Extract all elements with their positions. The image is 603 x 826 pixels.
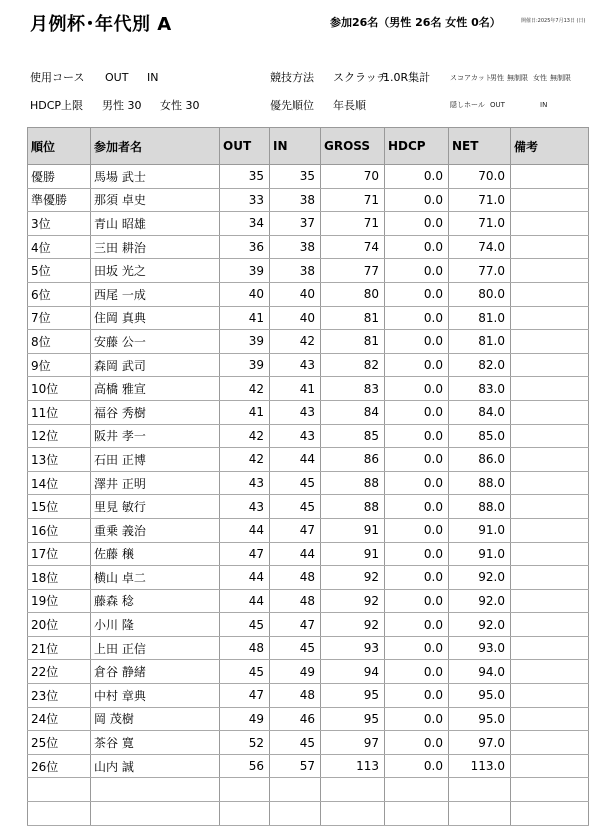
net-cell: 92.0 [449,613,511,637]
name-cell: 森岡 武司 [91,353,220,377]
note-cell [511,377,589,401]
name-cell: 田坂 光之 [91,259,220,283]
out-cell: 36 [220,235,270,259]
note-cell [511,778,589,802]
out-cell: 56 [220,754,270,778]
rank-cell: 準優勝 [28,188,91,212]
table-row [28,282,589,306]
hidden-hole-in: IN [540,101,548,109]
note-cell [511,235,589,259]
rank-cell: 13位 [28,448,91,472]
table-row [28,188,589,212]
table-row [28,448,589,472]
out-cell [220,802,270,826]
in-cell: 45 [270,636,321,660]
held-date: 開催日:2025年7月13日 (日) [521,18,586,24]
in-cell: 48 [270,684,321,708]
in-cell: 45 [270,495,321,519]
gross-cell: 93 [321,636,385,660]
hdcp-info [30,97,200,113]
hdcp-cell: 0.0 [385,188,449,212]
net-cell: 88.0 [449,495,511,519]
name-cell: 藤森 稔 [91,589,220,613]
note-cell [511,518,589,542]
scorecut-male-value: 無制限 [507,74,528,82]
scorecut-female-value: 無制限 [550,74,571,82]
in-cell: 43 [270,424,321,448]
note-cell [511,448,589,472]
note-cell [511,353,589,377]
hdcp-cell: 0.0 [385,282,449,306]
in-cell [270,778,321,802]
table-row [28,518,589,542]
hidden-hole-info [450,100,547,110]
rank-cell: 26位 [28,754,91,778]
out-cell: 41 [220,400,270,424]
note-cell [511,731,589,755]
in-cell: 45 [270,471,321,495]
in-cell: 44 [270,542,321,566]
hdcp-cell: 0.0 [385,448,449,472]
table-row [28,424,589,448]
net-cell: 113.0 [449,754,511,778]
out-cell: 39 [220,259,270,283]
in-cell: 41 [270,377,321,401]
note-cell [511,589,589,613]
note-cell [511,330,589,354]
out-cell: 43 [220,495,270,519]
course-out: OUT [105,71,129,84]
hidden-hole-label: 隠しホール [450,101,485,109]
in-cell: 38 [270,259,321,283]
in-cell: 38 [270,188,321,212]
hdcp-cell: 0.0 [385,424,449,448]
name-cell: 茶谷 寛 [91,731,220,755]
hdcp-cell: 0.0 [385,613,449,637]
gross-cell: 113 [321,754,385,778]
note-cell [511,188,589,212]
rank-cell: 11位 [28,400,91,424]
hdcp-cell: 0.0 [385,353,449,377]
hdcp-female: 女性 30 [160,99,200,112]
note-cell [511,306,589,330]
net-cell: 70.0 [449,165,511,189]
net-cell: 97.0 [449,731,511,755]
note-cell [511,400,589,424]
in-cell: 45 [270,731,321,755]
gross-cell: 92 [321,613,385,637]
method-value: スクラッチ [333,71,388,84]
out-cell: 42 [220,448,270,472]
priority-value: 年長順 [333,99,366,112]
rank-cell: 21位 [28,636,91,660]
name-cell: 西尾 一成 [91,282,220,306]
hdcp-cell: 0.0 [385,566,449,590]
rank-cell: 19位 [28,589,91,613]
hdcp-cell: 0.0 [385,377,449,401]
in-cell: 47 [270,613,321,637]
hdcp-cell: 0.0 [385,707,449,731]
gross-cell: 82 [321,353,385,377]
rank-cell: 20位 [28,613,91,637]
participants-summary: 参加26名（男性 26名 女性 0名） [330,16,501,29]
name-cell: 中村 章典 [91,684,220,708]
hdcp-cell: 0.0 [385,306,449,330]
scorecut-label: スコアカット [450,74,492,82]
out-cell: 34 [220,212,270,236]
rank-cell: 17位 [28,542,91,566]
net-cell: 81.0 [449,330,511,354]
out-cell: 45 [220,613,270,637]
hdcp-male: 男性 30 [102,99,142,112]
out-cell: 42 [220,424,270,448]
hdcp-cell: 0.0 [385,731,449,755]
name-cell: 澤井 正明 [91,471,220,495]
note-cell [511,471,589,495]
gross-cell: 95 [321,684,385,708]
net-cell: 85.0 [449,424,511,448]
name-cell: 安藤 公一 [91,330,220,354]
net-cell [449,778,511,802]
gross-cell: 91 [321,542,385,566]
table-row [28,353,589,377]
name-cell: 小川 隆 [91,613,220,637]
table-row [28,542,589,566]
table-row [28,754,589,778]
table-row [28,306,589,330]
gross-cell: 97 [321,731,385,755]
name-cell: 重乗 義治 [91,518,220,542]
hdcp-cell: 0.0 [385,165,449,189]
gross-cell: 80 [321,282,385,306]
course-label: 使用コース [30,71,85,84]
gross-cell [321,802,385,826]
header-net: NET [449,128,511,165]
note-cell [511,542,589,566]
table-row [28,566,589,590]
name-cell [91,802,220,826]
in-cell: 57 [270,754,321,778]
course-info [30,69,158,85]
out-cell: 49 [220,707,270,731]
hidden-hole-out: OUT [490,101,505,109]
name-cell: 上田 正信 [91,636,220,660]
header-hdcp: HDCP [385,128,449,165]
scorecut-female: 女性 [533,74,547,82]
hdcp-cell [385,778,449,802]
rank-cell: 3位 [28,212,91,236]
out-cell: 39 [220,330,270,354]
note-cell [511,636,589,660]
rank-cell: 8位 [28,330,91,354]
in-cell: 48 [270,589,321,613]
priority-label: 優先順位 [270,99,314,112]
note-cell [511,165,589,189]
table-row [28,589,589,613]
out-cell: 44 [220,566,270,590]
table-header-row [28,128,589,165]
name-cell: 青山 昭雄 [91,212,220,236]
out-cell: 39 [220,353,270,377]
method-label: 競技方法 [270,71,314,84]
name-cell: 高橋 雅宣 [91,377,220,401]
net-cell: 95.0 [449,684,511,708]
note-cell [511,684,589,708]
out-cell: 44 [220,518,270,542]
table-row [28,471,589,495]
scorecut-info [450,73,571,83]
table-row [28,259,589,283]
note-cell [511,259,589,283]
hdcp-cell: 0.0 [385,660,449,684]
table-row [28,495,589,519]
hdcp-cell: 0.0 [385,330,449,354]
gross-cell: 86 [321,448,385,472]
in-cell: 40 [270,282,321,306]
header-name: 参加者名 [91,128,220,165]
rank-cell: 25位 [28,731,91,755]
gross-cell: 88 [321,471,385,495]
net-cell: 86.0 [449,448,511,472]
page-title: 月例杯･年代別 A [30,14,172,35]
rank-cell: 6位 [28,282,91,306]
rank-cell: 22位 [28,660,91,684]
rank-cell: 15位 [28,495,91,519]
in-cell: 37 [270,212,321,236]
out-cell: 40 [220,282,270,306]
method-calc: 1.0R集計 [383,71,431,84]
net-cell: 95.0 [449,707,511,731]
name-cell: 佐藤 穣 [91,542,220,566]
rank-cell: 5位 [28,259,91,283]
scorecut-male: 男性 [490,74,504,82]
out-cell: 44 [220,589,270,613]
gross-cell: 92 [321,566,385,590]
in-cell: 35 [270,165,321,189]
table-row [28,330,589,354]
hdcp-cell: 0.0 [385,518,449,542]
note-cell [511,660,589,684]
table-row [28,802,589,826]
rank-cell: 23位 [28,684,91,708]
out-cell: 47 [220,542,270,566]
net-cell: 71.0 [449,212,511,236]
name-cell [91,778,220,802]
hdcp-cell: 0.0 [385,754,449,778]
course-in: IN [147,71,159,84]
hdcp-label: HDCP上限 [30,99,84,112]
table-row [28,235,589,259]
results-table [27,127,589,826]
gross-cell: 84 [321,400,385,424]
out-cell: 47 [220,684,270,708]
out-cell: 43 [220,471,270,495]
rank-cell: 9位 [28,353,91,377]
note-cell [511,282,589,306]
name-cell: 馬場 武士 [91,165,220,189]
in-cell: 47 [270,518,321,542]
in-cell: 42 [270,330,321,354]
table-row [28,636,589,660]
gross-cell: 88 [321,495,385,519]
net-cell: 82.0 [449,353,511,377]
note-cell [511,754,589,778]
note-cell [511,566,589,590]
note-cell [511,495,589,519]
out-cell: 33 [220,188,270,212]
name-cell: 倉谷 静緒 [91,660,220,684]
gross-cell: 83 [321,377,385,401]
out-cell: 41 [220,306,270,330]
header-gross: GROSS [321,128,385,165]
name-cell: 横山 卓二 [91,566,220,590]
net-cell: 91.0 [449,542,511,566]
note-cell [511,802,589,826]
header-out: OUT [220,128,270,165]
rank-cell: 12位 [28,424,91,448]
net-cell [449,802,511,826]
rank-cell [28,802,91,826]
net-cell: 91.0 [449,518,511,542]
rank-cell: 24位 [28,707,91,731]
out-cell: 35 [220,165,270,189]
hdcp-cell: 0.0 [385,212,449,236]
hdcp-cell: 0.0 [385,400,449,424]
table-row [28,165,589,189]
in-cell: 38 [270,235,321,259]
priority-info [270,97,366,113]
net-cell: 92.0 [449,589,511,613]
in-cell [270,802,321,826]
rank-cell: 16位 [28,518,91,542]
gross-cell: 74 [321,235,385,259]
table-row [28,212,589,236]
net-cell: 80.0 [449,282,511,306]
rank-cell: 4位 [28,235,91,259]
note-cell [511,212,589,236]
table-row [28,684,589,708]
name-cell: 阪井 孝一 [91,424,220,448]
gross-cell: 71 [321,188,385,212]
gross-cell: 91 [321,518,385,542]
rank-cell: 18位 [28,566,91,590]
table-row [28,660,589,684]
hdcp-cell: 0.0 [385,495,449,519]
name-cell: 岡 茂樹 [91,707,220,731]
gross-cell: 70 [321,165,385,189]
in-cell: 43 [270,400,321,424]
gross-cell: 94 [321,660,385,684]
in-cell: 48 [270,566,321,590]
gross-cell: 95 [321,707,385,731]
header-note: 備考 [511,128,589,165]
name-cell: 住岡 真典 [91,306,220,330]
name-cell: 里見 敏行 [91,495,220,519]
hdcp-cell: 0.0 [385,471,449,495]
gross-cell [321,778,385,802]
table-row [28,731,589,755]
net-cell: 84.0 [449,400,511,424]
gross-cell: 85 [321,424,385,448]
net-cell: 93.0 [449,636,511,660]
out-cell [220,778,270,802]
hdcp-cell: 0.0 [385,589,449,613]
net-cell: 81.0 [449,306,511,330]
note-cell [511,613,589,637]
hdcp-cell: 0.0 [385,636,449,660]
table-row [28,377,589,401]
in-cell: 46 [270,707,321,731]
hdcp-cell: 0.0 [385,542,449,566]
gross-cell: 81 [321,330,385,354]
rank-cell: 14位 [28,471,91,495]
net-cell: 71.0 [449,188,511,212]
table-row [28,400,589,424]
name-cell: 石田 正博 [91,448,220,472]
name-cell: 三田 耕治 [91,235,220,259]
net-cell: 77.0 [449,259,511,283]
rank-cell: 7位 [28,306,91,330]
in-cell: 44 [270,448,321,472]
net-cell: 74.0 [449,235,511,259]
table-row [28,613,589,637]
hdcp-cell: 0.0 [385,235,449,259]
gross-cell: 92 [321,589,385,613]
name-cell: 那須 卓史 [91,188,220,212]
hdcp-cell: 0.0 [385,684,449,708]
net-cell: 88.0 [449,471,511,495]
gross-cell: 77 [321,259,385,283]
in-cell: 49 [270,660,321,684]
out-cell: 52 [220,731,270,755]
table-row [28,707,589,731]
method-info [270,69,430,85]
name-cell: 福谷 秀樹 [91,400,220,424]
out-cell: 48 [220,636,270,660]
rank-cell: 10位 [28,377,91,401]
note-cell [511,424,589,448]
rank-cell [28,778,91,802]
name-cell: 山内 誠 [91,754,220,778]
gross-cell: 81 [321,306,385,330]
hdcp-cell: 0.0 [385,259,449,283]
table-row [28,778,589,802]
out-cell: 42 [220,377,270,401]
header-rank: 順位 [28,128,91,165]
hdcp-cell [385,802,449,826]
gross-cell: 71 [321,212,385,236]
net-cell: 94.0 [449,660,511,684]
in-cell: 40 [270,306,321,330]
out-cell: 45 [220,660,270,684]
net-cell: 92.0 [449,566,511,590]
net-cell: 83.0 [449,377,511,401]
header-in: IN [270,128,321,165]
note-cell [511,707,589,731]
in-cell: 43 [270,353,321,377]
rank-cell: 優勝 [28,165,91,189]
